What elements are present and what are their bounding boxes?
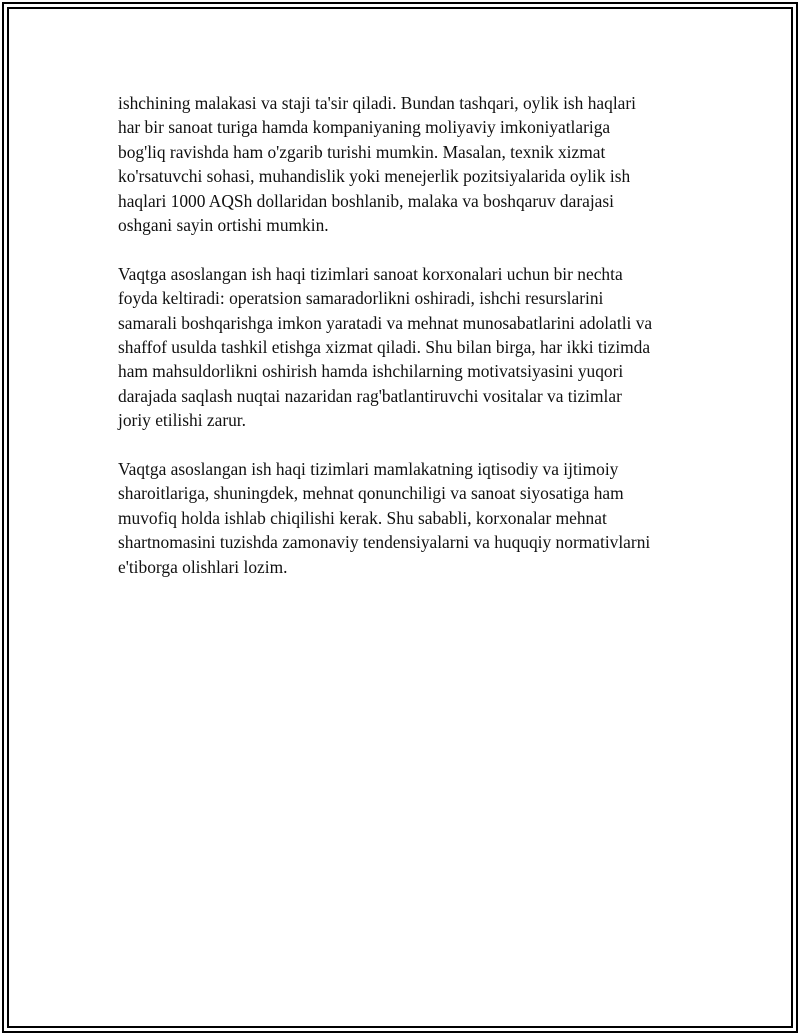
text-line: bog'liq ravishda ham o'zgarib turishi mumkin. Masalan, texnik xizmat: [118, 141, 606, 162]
paragraph-3: [118, 457, 698, 579]
text-line: har bir sanoat turiga hamda kompaniyaning moliyaviy imkoniyatlariga: [118, 117, 611, 138]
text-line: samarali boshqarishga imkon yaratadi va mehnat munosabatlarini adolatli va: [118, 312, 653, 333]
text-line: Vaqtga asoslangan ish haqi tizimlari mamlakatning iqtisodiy va ijtimoiy: [118, 459, 619, 480]
text-line: oshgani sayin ortishi mumkin.: [118, 215, 329, 236]
text-line: shaffof usulda tashkil etishga xizmat qiladi. Shu bilan birga, har ikki tizimda: [118, 337, 651, 358]
text-line: e'tiborga olishlari lozim.: [118, 556, 288, 577]
text-line: Vaqtga asoslangan ish haqi tizimlari sanoat korxonalari uchun bir nechta: [118, 263, 623, 284]
text-line: ishchining malakasi va staji ta'sir qiladi. Bundan tashqari, oylik ish haqlari: [118, 93, 636, 113]
text-line: ham mahsuldorlikni oshirish hamda ishchilarning motivatsiyasini yuqori: [118, 361, 624, 382]
text-line: joriy etilishi zarur.: [118, 410, 246, 431]
paragraph-2: [118, 262, 698, 433]
text-line: sharoitlariga, shuningdek, mehnat qonunchiligi va sanoat siyosatiga ham: [118, 483, 624, 504]
text-line: foyda keltiradi: operatsion samaradorlikni oshiradi, ishchi resurslarini: [118, 288, 604, 309]
text-line: muvofiq holda ishlab chiqilishi kerak. Shu sababli, korxonalar mehnat: [118, 507, 607, 528]
text-line: haqlari 1000 AQSh dollaridan boshlanib, malaka va boshqaruv darajasi: [118, 190, 614, 211]
body-text: [118, 91, 698, 603]
text-line: darajada saqlash nuqtai nazaridan rag'batlantiruvchi vositalar va tizimlar: [118, 385, 622, 406]
text-line: shartnomasini tuzishda zamonaviy tendensiyalarni va huquqiy normativlarni: [118, 532, 651, 553]
paragraph-1: [118, 91, 698, 237]
text-line: ko'rsatuvchi sohasi, muhandislik yoki menejerlik pozitsiyalarida oylik ish: [118, 166, 631, 187]
